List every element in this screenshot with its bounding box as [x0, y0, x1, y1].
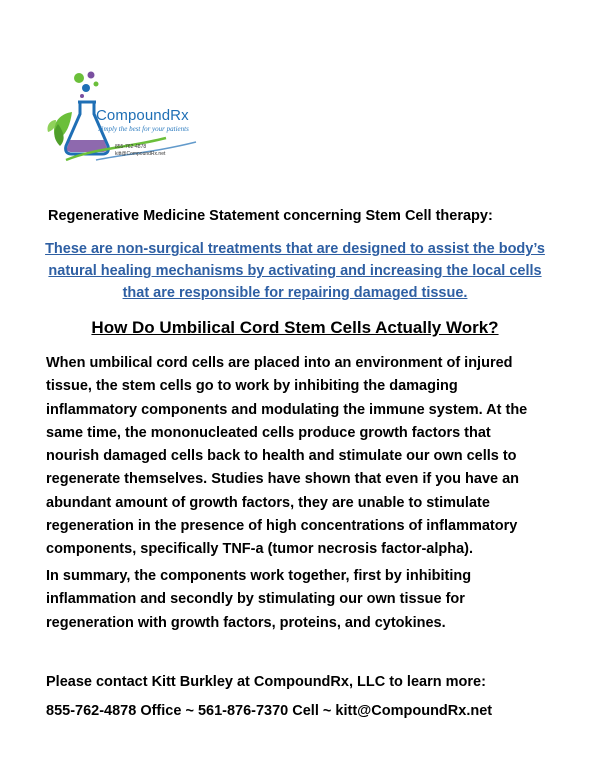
logo-contact [115, 144, 165, 158]
contact-details: 855-762-4878 Office ~ 561-876-7370 Cell ~ kitt@CompoundRx.net [46, 703, 493, 719]
compoundrx-logo [46, 68, 206, 168]
logo-email: kitt@CompoundRx.net [115, 151, 166, 157]
explanation-paragraph: When umbilical cord cells are placed into an environment of injured tissue, the stem cells go to work by inhibiting the damaging inflammatory components and modulating the immune system. At the same time, the mononucleated cells produce growth factors that nourish damaged cells back to health and stimulate our own cells to regenerate themselves. Studies have shown that even if you have an abundant amount of growth factors, they are unable to stimulate regeneration in the presence of high concentrations of inflammatory components, specifically TNF-a (tumor necrosis factor-alpha). [46, 355, 528, 558]
logo-phone: 855-762-4878 [115, 144, 147, 150]
brand-name: CompoundRx [96, 107, 189, 124]
statement-heading: Regenerative Medicine Statement concerning Stem Cell therapy: [48, 208, 493, 224]
brand-tagline: Simply the best for your patients [98, 125, 189, 133]
section-title: How Do Umbilical Cord Stem Cells Actually Work? [91, 318, 499, 337]
summary-paragraph: In summary, the components work together, first by inhibiting inflammation and secondly by stimulating our own tissue for regeneration with growth factors, proteins, and cytokines. [46, 568, 472, 631]
contact-prompt: Please contact Kitt Burkley at CompoundRx, LLC to learn more: [46, 674, 486, 690]
intro-statement: These are non-surgical treatments that are designed to assist the body’s natural healing mechanisms by activating and increasing the local cells that are responsible for repairing damaged tissue. [45, 241, 545, 301]
